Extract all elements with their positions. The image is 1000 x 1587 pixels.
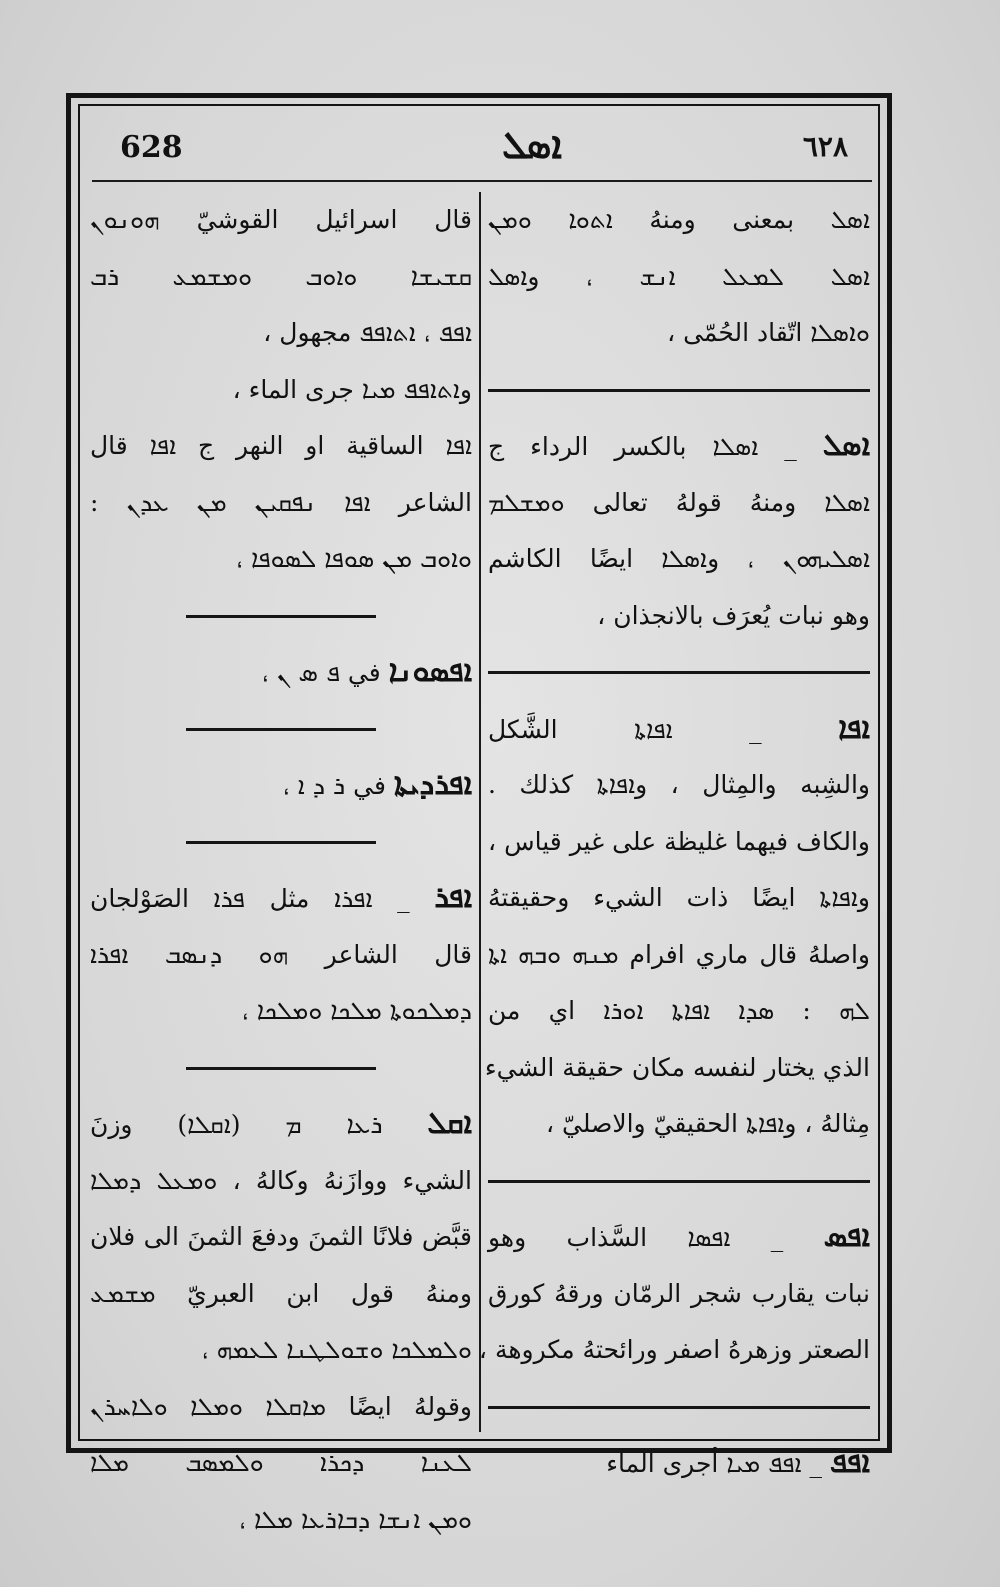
page-number-arabic: ٦٢٨ — [802, 130, 848, 163]
running-head: ܐܣܠ — [502, 122, 562, 167]
text-line — [90, 192, 472, 249]
line-text: وܐܦܐܬܐ ايضًا ذات الشيء وحقيقتهُ — [488, 883, 870, 912]
line-text: ܩܫܝܫܐ ܘܐܘܒ ܘܡܫܡܥ ܪܒ — [90, 261, 472, 291]
line-text: _ ܐܦܪܐ مثل ܦܪܐ الصَوْلجان — [90, 884, 435, 913]
text-line — [90, 418, 472, 475]
entry-headword: ܐܣܠ — [822, 428, 870, 463]
entry-headword: ܐܦܦ — [829, 1445, 870, 1480]
text-line — [90, 927, 472, 984]
line-text: ومنهُ قول ابن العبريّ ܡܫܡܥ — [90, 1278, 472, 1308]
line-text: ܐܦܐ الساقية او النهر ج ܐܦܐ قال — [90, 431, 472, 460]
text-line — [90, 475, 472, 532]
entry-separator — [90, 814, 472, 871]
text-line — [488, 418, 870, 475]
line-text: _ ܐܦܐܬܐ الشَّكل — [488, 714, 839, 744]
line-text: والكاف فيهما غليظة على غير قياس ، — [488, 826, 870, 856]
text-line — [90, 531, 472, 588]
line-text: الشيء ووازَنهُ وكالهُ ، ܘܡܥܠ ܕܡܠܐ — [90, 1165, 472, 1195]
line-text: مِثالهُ ، وܐܦܐܬܐ الحقيقيّ والاصليّ ، — [545, 1109, 870, 1138]
line-text: ܐܣܠ ܠܡܥܠ ܐܢܫ ، وܐܣܠ — [488, 261, 870, 291]
entry-separator — [90, 588, 472, 645]
entry-separator — [488, 362, 870, 419]
line-text: ܠܗ : ܣܕܐ ܐܦܐܬܐ ܐܘܪܐ اي من — [488, 996, 870, 1025]
line-text: وܐܬܐܦܦ ܡܝܐ جرى الماء ، — [232, 374, 472, 404]
text-line — [488, 192, 870, 249]
text-line — [488, 1209, 870, 1266]
text-line — [90, 757, 472, 814]
entry-separator — [90, 701, 472, 758]
entry-separator — [90, 1040, 472, 1097]
text-line — [90, 1379, 472, 1436]
text-line — [488, 1435, 870, 1492]
entry-separator — [488, 1153, 870, 1210]
line-text: قال اسرائيل القوشيّ ܗܘܢܘܢ — [90, 205, 472, 234]
line-text: الذي يختار لنفسه مكان حقيقة الشيء — [484, 1052, 870, 1082]
page-header — [92, 120, 872, 180]
text-line — [488, 475, 870, 532]
text-line — [488, 1096, 870, 1153]
header-rule — [92, 180, 872, 182]
text-line — [488, 701, 870, 758]
line-text: الشاعر ܐܦܐ ܢܦܩܝܢ ܡܢ ܥܕܢ : — [90, 487, 472, 517]
line-text: وقولهُ ايضًا ܡܐܩܠܐ ܘܡܠܐ ܘܠܐܚܪܢ — [90, 1391, 472, 1421]
line-text: ܐܦܦ ، ܐܬܐܦܦ مجهول ، — [263, 318, 472, 347]
text-line — [90, 362, 472, 419]
entry-separator — [488, 1379, 870, 1436]
text-line — [90, 983, 472, 1040]
text-line — [90, 870, 472, 927]
entry-headword: ܐܦܪ — [434, 880, 472, 915]
text-line — [484, 1040, 870, 1097]
line-text: ܘܐܘܒ ܡܢ ܣܘܦܐ ܠܣܘܦܐ ، — [236, 544, 472, 573]
line-text: ܘܐܣܠܐ اتّقاد الحُمّى ، — [667, 318, 870, 347]
text-line — [90, 249, 472, 306]
line-text: في ܪ ܕ ܐ ، — [282, 771, 394, 800]
entry-headword: ܐܦܣ — [823, 1219, 870, 1254]
line-text: نبات يقارب شجر الرمّان ورقهُ كورق — [488, 1278, 870, 1308]
entry-headword: ܐܩܠ — [427, 1106, 472, 1141]
text-line — [478, 1322, 870, 1379]
text-line — [488, 814, 870, 871]
text-line — [488, 588, 870, 645]
line-text: والشِبه والمِثال ، وܐܦܐܬܐ كذلك . — [488, 770, 870, 799]
line-text: _ ܐܦܣܐ السَّذاب وهو — [488, 1223, 824, 1252]
text-line — [488, 249, 870, 306]
line-text: واصلهُ قال ماري افرام ܡܢܗ ܘܒܗ ܐܬܐ — [488, 939, 870, 969]
text-line — [488, 870, 870, 927]
line-text: قال الشاعر ܗܘ ܕܢܣܒ ܐܦܪܐ — [90, 939, 472, 969]
text-line — [488, 1266, 870, 1323]
page-number-latin: 628 — [120, 130, 183, 165]
text-line — [90, 1322, 472, 1379]
text-line — [90, 1435, 472, 1492]
text-line — [488, 531, 870, 588]
text-line — [90, 1492, 472, 1549]
text-line — [90, 644, 472, 701]
text-line — [488, 927, 870, 984]
entry-headword: ܐܦܪܕܝܬܐ — [393, 767, 472, 802]
entry-headword: ܐܦܣܘܢܐ — [388, 654, 472, 689]
text-line — [90, 1209, 472, 1266]
line-text: ܘܠܡܠܟܐ ܘܫܘܠܛܢܐ ܠܥܡܗ ، — [201, 1335, 472, 1364]
column-divider — [479, 192, 481, 1432]
line-text: ܐܣܠܐ ومنهُ قولهُ تعالى ܘܡܫܠܡ — [488, 487, 870, 517]
left-column — [90, 192, 472, 1534]
text-line — [488, 305, 870, 362]
line-text: ܘܡܢ ܐܢܫܐ ܕܒܐܪܥܐ ܡܠܐ ، — [239, 1504, 472, 1534]
text-line — [90, 1266, 472, 1323]
line-text: _ ܐܣܠܐ بالكسر الرداء ج — [488, 432, 823, 461]
text-line — [90, 1096, 472, 1153]
entry-separator — [488, 644, 870, 701]
entry-headword: ܐܦܐ — [838, 710, 870, 746]
line-text: ܕܡܠܟܘܬܐ ܡܠܟܐ ܘܡܠܟܐ ، — [241, 996, 472, 1025]
line-text: ܐܣܠ بمعنى ومنهُ ܐܬܘܐ ܘܡܢ — [488, 205, 870, 234]
line-text: ܠܥܢܐ ܕܟܪܐ ܘܠܡܣܒ ܡܠܐ — [90, 1448, 472, 1477]
line-text: وهو نبات يُعرَف بالانجذان ، — [597, 600, 870, 630]
text-line — [488, 983, 870, 1040]
line-text: _ ܐܦܦ ܡܝܐ أجرى الماء — [606, 1449, 830, 1478]
text-line — [90, 1153, 472, 1210]
line-text: قبَّض فلانًا الثمنَ ودفعَ الثمنَ الى فلان — [90, 1222, 472, 1251]
text-line — [90, 305, 472, 362]
line-text: الصعتر وزهرهُ اصفر ورائحتهُ مكروهة ، — [478, 1335, 870, 1364]
right-column — [478, 192, 870, 1480]
line-text: ܪܥܐ ܡ (ܐܩܠܐ) وزنَ — [90, 1110, 428, 1139]
text-line — [488, 757, 870, 814]
line-text: في ܦ ܣ ܢ ، — [261, 658, 389, 687]
line-text: ܐܣܠܝܗܘܢ ، وܐܣܠܐ ايضًا الكاشم — [488, 544, 870, 573]
